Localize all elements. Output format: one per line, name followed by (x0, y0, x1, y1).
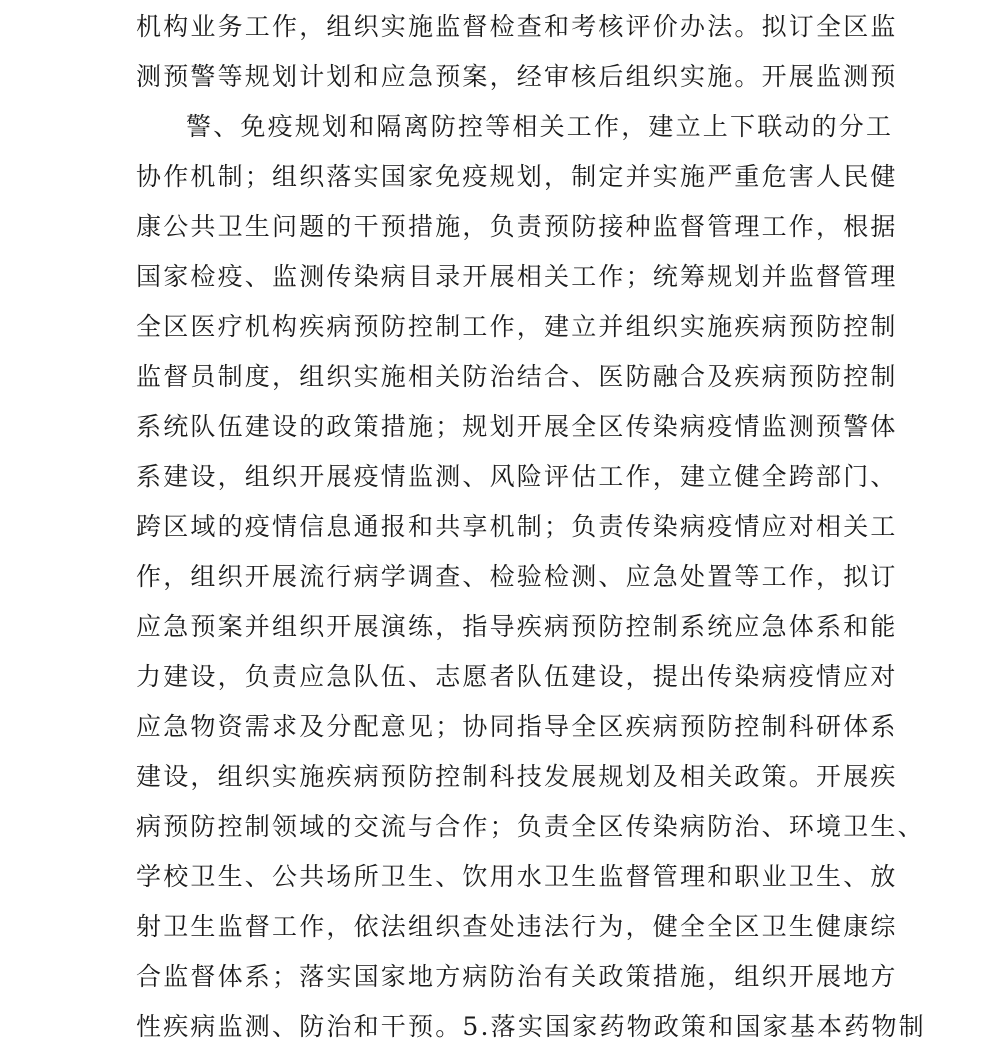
text-line-18: 学校卫生、公共场所卫生、饮用水卫生监督管理和职业卫生、放 (136, 862, 898, 891)
text-line-6: 国家检疫、监测传染病目录开展相关工作；统筹规划并监督管理 (136, 262, 898, 291)
text-line-15: 应急物资需求及分配意见；协同指导全区疾病预防控制科研体系 (136, 712, 898, 741)
text-line-12: 作，组织开展流行病学调查、检验检测、应急处置等工作，拟订 (136, 562, 898, 591)
text-line-2: 测预警等规划计划和应急预案，经审核后组织实施。开展监测预 (136, 62, 898, 91)
text-line-11: 跨区域的疫情信息通报和共享机制；负责传染病疫情应对相关工 (136, 512, 898, 541)
text-line-16: 建设，组织实施疾病预防控制科技发展规划及相关政策。开展疾 (136, 762, 898, 791)
text-line-3: 警、免疫规划和隔离防控等相关工作，建立上下联动的分工 (186, 112, 894, 141)
text-line-9: 系统队伍建设的政策措施；规划开展全区传染病疫情监测预警体 (136, 412, 898, 441)
text-line-17: 病预防控制领域的交流与合作；负责全区传染病防治、环境卫生、 (136, 812, 925, 841)
text-line-10: 系建设，组织开展疫情监测、风险评估工作，建立健全跨部门、 (136, 462, 898, 491)
text-line-20: 合监督体系；落实国家地方病防治有关政策措施，组织开展地方 (136, 962, 898, 991)
text-line-5: 康公共卫生问题的干预措施，负责预防接种监督管理工作，根据 (136, 212, 898, 241)
text-line-19: 射卫生监督工作，依法组织查处违法行为，健全全区卫生健康综 (136, 912, 898, 941)
text-line-13: 应急预案并组织开展演练，指导疾病预防控制系统应急体系和能 (136, 612, 898, 641)
text-line-7: 全区医疗机构疾病预防控制工作，建立并组织实施疾病预防控制 (136, 312, 898, 341)
text-line-1: 机构业务工作，组织实施监督检查和考核评价办法。拟订全区监 (136, 12, 898, 41)
text-line-21: 性疾病监测、防治和干预。5.落实国家药物政策和国家基本药物制 (136, 1012, 926, 1041)
text-line-14: 力建设，负责应急队伍、志愿者队伍建设，提出传染病疫情应对 (136, 662, 898, 691)
text-line-4: 协作机制；组织落实国家免疫规划，制定并实施严重危害人民健 (136, 162, 898, 191)
text-line-8: 监督员制度，组织实施相关防治结合、医防融合及疾病预防控制 (136, 362, 898, 391)
